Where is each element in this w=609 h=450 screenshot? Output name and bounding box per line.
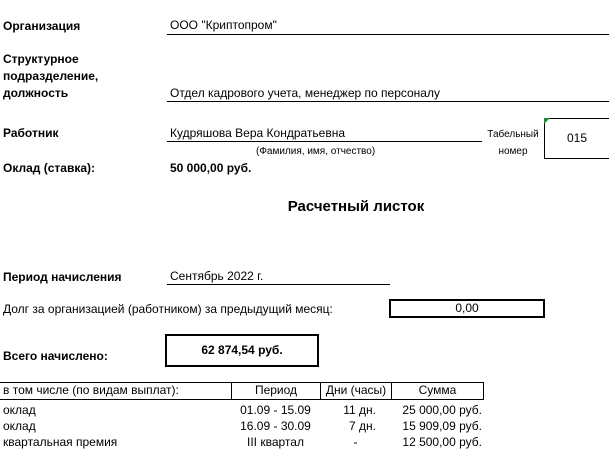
salary-label: Оклад (ставка): [3, 161, 96, 175]
employee-underline [167, 141, 482, 142]
employee-caption: (Фамилия, имя, отчество) [256, 146, 376, 157]
table-row-1-days: 11 дн. [343, 403, 376, 417]
org-label: Организация [3, 19, 81, 33]
table-row-2-type: оклад [3, 419, 36, 433]
total-label: Всего начислено: [3, 349, 108, 363]
dept-value: Отдел кадрового учета, менеджер по персоналу [170, 86, 440, 100]
table-header-bottom-border [0, 399, 484, 400]
org-underline [167, 34, 609, 35]
table-header-amount: Сумма [391, 382, 484, 399]
cell-comment-marker [544, 118, 550, 124]
table-row-2-period: 16.09 - 30.09 [240, 419, 311, 433]
salary-value: 50 000,00 руб. [170, 161, 252, 175]
debt-value: 0,00 [455, 301, 479, 315]
dept-label-line1: Структурное [3, 52, 79, 66]
dept-label-line2: подразделение, [3, 69, 99, 83]
tab-number-label-line1: Табельный [487, 129, 539, 140]
table-row-3-type: квартальная премия [3, 435, 118, 449]
table-header-type: в том числе (по видам выплат): [3, 383, 179, 397]
period-value: Сентябрь 2022 г. [170, 269, 264, 283]
table-row-3-amount: 12 500,00 руб. [402, 435, 482, 449]
table-row-1-period: 01.09 - 15.09 [240, 403, 311, 417]
table-header-days: Дни (часы) [320, 382, 391, 399]
tab-number-value: 015 [567, 131, 588, 145]
org-value: ООО "Криптопром" [170, 18, 277, 32]
total-value: 62 874,54 руб. [201, 343, 283, 357]
tab-number-label-line2: номер [498, 146, 528, 157]
dept-underline [167, 101, 609, 102]
debt-label: Долг за организацией (работником) за предыдущий месяц: [3, 302, 333, 316]
table-row-3-days: - [353, 435, 358, 449]
table-row-3-period: III квартал [247, 435, 304, 449]
table-row-2-days: 7 дн. [349, 419, 376, 433]
period-label: Период начисления [3, 270, 122, 284]
page-title: Расчетный листок [287, 198, 425, 215]
debt-box [389, 299, 545, 318]
table-row-2-amount: 15 909,09 руб. [402, 419, 482, 433]
employee-value: Кудряшова Вера Кондратьевна [170, 126, 346, 140]
period-underline [167, 284, 390, 285]
dept-label-line3: должность [3, 86, 69, 100]
table-header-period: Период [231, 382, 320, 399]
tab-number-box [544, 118, 609, 159]
table-row-1-type: оклад [3, 403, 36, 417]
employee-label: Работник [3, 126, 59, 140]
total-box [165, 334, 319, 367]
table-row-1-amount: 25 000,00 руб. [402, 403, 482, 417]
